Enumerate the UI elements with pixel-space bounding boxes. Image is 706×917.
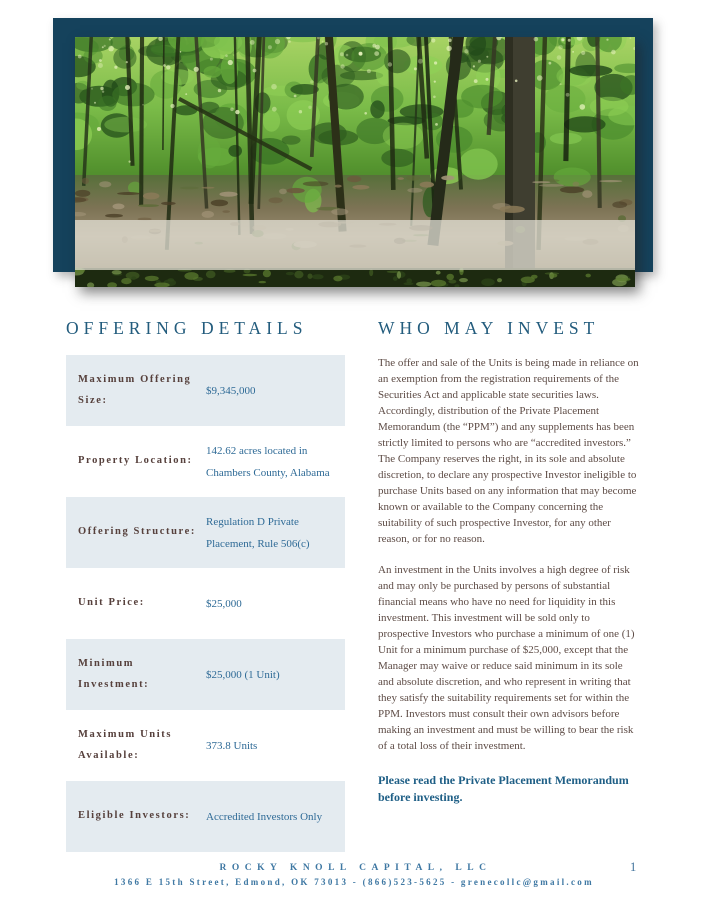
page-footer	[0, 863, 706, 887]
table-row	[66, 710, 345, 781]
row-value: 142.62 acres located in Chambers County, Alabama	[206, 444, 330, 479]
row-value: $25,000	[206, 597, 242, 610]
footer-address-line: 1366 E 15th Street, Edmond, OK 73013 - (866)523-5625 - grenecollc@gmail.com	[114, 877, 594, 887]
who-may-invest-heading: WHO MAY INVEST	[378, 318, 600, 338]
footer-company-name: ROCKY KNOLL CAPITAL, LLC	[219, 863, 492, 873]
table-row	[66, 639, 345, 710]
row-label: Offering Structure:	[78, 526, 196, 538]
row-value: Regulation D Private Placement, Rule 506(c)	[206, 515, 310, 550]
table-row	[66, 426, 345, 497]
row-value: $25,000 (1 Unit)	[206, 668, 280, 681]
ppm-notice: Please read the Private Placement Memorandum before investing.	[378, 773, 629, 804]
offering-details-section	[66, 318, 345, 852]
offering-table	[66, 355, 345, 852]
row-label: Unit Price:	[78, 597, 145, 609]
who-may-invest-paragraph: An investment in the Units involves a high degree of risk and may only be purchased by persons of substantial financial means who have no need for liquidity in this investment. This investment will be sold only to prospective Investors who purchase a minimum of one (1) Unit for a minimum purchase of $25,000, except that the Manager may waive or reduce said minimum in its sole and absolute discretion, and who represent in writing that they satisfy the suitability requirements set for within the PPM. Investors must consult their own advisors before making an investment and must be willing to bear the risk of a total loss of their investment.	[378, 564, 635, 752]
row-label: Eligible Investors:	[78, 810, 191, 822]
table-row	[66, 355, 345, 426]
row-value: Accredited Investors Only	[206, 810, 323, 823]
who-may-invest-section	[378, 318, 640, 806]
row-value: 373.8 Units	[206, 739, 258, 752]
row-label: Maximum Units Available:	[78, 729, 173, 761]
offering-details-heading: OFFERING DETAILS	[66, 318, 308, 338]
row-label: Property Location:	[78, 455, 193, 467]
page-number: 1	[630, 860, 637, 874]
table-row	[66, 568, 345, 639]
table-row	[66, 497, 345, 568]
banner-translucent-band	[75, 220, 635, 270]
row-label: Minimum Investment:	[78, 658, 150, 690]
who-may-invest-paragraph: The offer and sale of the Units is being made in reliance on an exemption from the registration requirements of the Securities Act and applicable state securities laws. Accordingly, distribution of the Private Placement Memorandum (the “PPM”) and any supplements has been strictly limited to persons who are “accredited investors.” The Company reserves the right, in its sole and absolute discretion, to declare any prospective Investor ineligible to purchase Units based on any information that may become known or available to the Company concerning the suitability of such prospective Investor, for any other reason, or for no reason.	[378, 357, 639, 545]
row-value: $9,345,000	[206, 384, 256, 397]
row-label: Maximum Offering Size:	[78, 374, 192, 406]
table-row	[66, 781, 345, 852]
forest-photo	[75, 37, 635, 287]
